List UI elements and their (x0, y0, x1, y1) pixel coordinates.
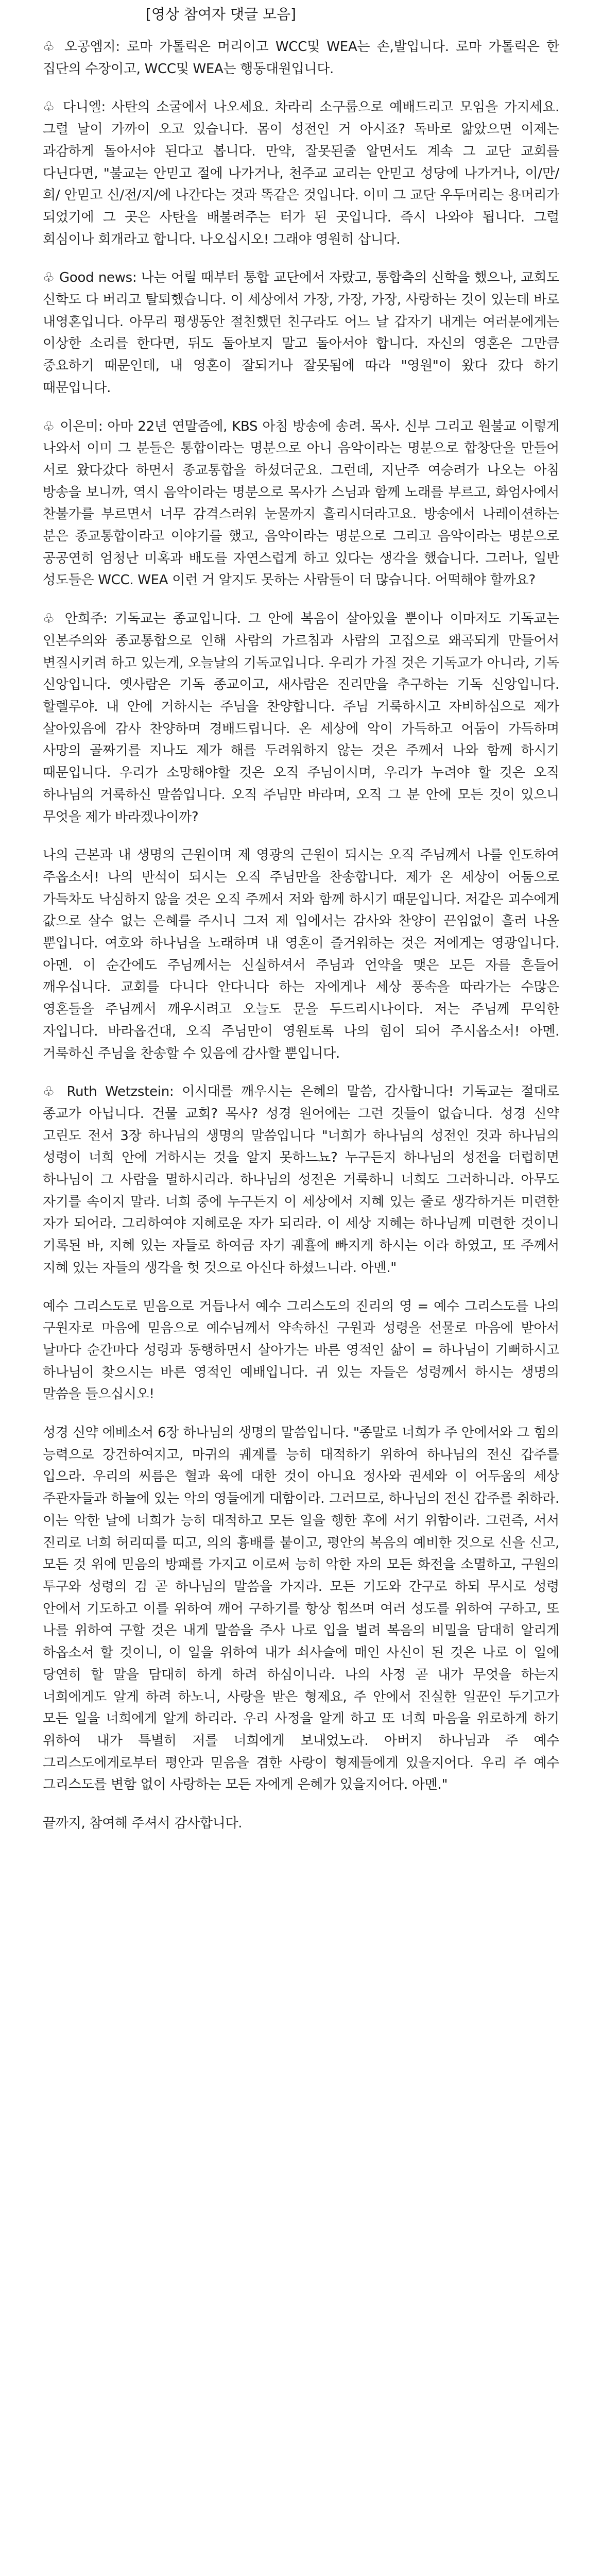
closing-line: 끝까지, 참여해 주셔서 감사합니다. (43, 1816, 243, 1832)
comment-paragraph: ♧ 이은미: 아마 22년 연말즘에, KBS 아침 방송에 송려. 목사. 신부 그리고 원불교 이렇게 나와서 이미 그 분들은 통합이라는 명분으로 아니 음악이라는 명분으로 합창단을 만들어 서로 왔다갔다 하면서 종교통합을 하셨더군요. 그런데, 지난주 여승려가 나오는 아침 방송을 보니까, 역시 음악이라는 명분으로 목사가 스님과 함께 노래를 부르고, 화엄사에서 찬불가를 부르면서 너무 감격스러워 눈물까지 흘리시더라고요. 방송에서 나레이션하는 분은 종교통합이라고 이야기를 했고, 음악이라는 명분으로 그리고 음악이라는 명분으로 공공연히 엄청난 미혹과 배도를 자연스럽게 하고 있다는 생각을 했습니다. 그러나, 일반 성도들은 WCC. WEA 이런 거 알지도 못하는 사람들이 더 많습니다. 어떡해야 할까요? (43, 418, 563, 588)
comment-paragraph: ♧ 오공엠지: 로마 가톨릭은 머리이고 WCC및 WEA는 손,발입니다. 로마 가톨릭은 한 집단의 수장이고, WCC및 WEA는 행동대원입니다. (43, 39, 563, 77)
comment-paragraph: ♧ Good news: 나는 어릴 때부터 통합 교단에서 자랐고, 통합측의 신학을 했으나, 교회도 신학도 다 버리고 탈퇴했습니다. 이 세상에서 가장, 가장, 가장, 사랑하는 것이 있는데 바로 내영혼입니다. 아무리 평생동안 절친했던 친구라도 어느 날 갑자기 내게는 여러분에게는 이상한 소리를 한다면, 뒤도 돌아보지 말고 돌아서야 합니다. 자신의 영혼은 그만큼 중요하기 때문인데, 내 영혼이 잘되거나 잘못됨에 따라 "영원"이 왔다 갔다 하기 때문입니다. (43, 270, 563, 396)
comment-paragraph: 성경 신약 에베소서 6장 하나님의 생명의 말씀입니다. "종말로 너희가 주 안에서와 그 힘의 능력으로 강건하여지고, 마귀의 궤계를 능히 대적하기 위하여 하나님의 전신 갑주를 입으라. 우리의 씨름은 혈과 육에 대한 것이 아니요 정사와 권세와 이 어두움의 세상 주관자들과 하늘에 있는 악의 영들에게 대함이라. 그러므로, 하나님의 전신 갑주를 취하라. 이는 악한 날에 너희가 능히 대적하고 모든 일을 행한 후에 서기 위함이라. 그런즉, 서서 진리로 너희 허리띠를 띠고, 의의 흉배를 붙이고, 평안의 복음의 예비한 것으로 신을 신고, 모든 것 위에 믿음의 방패를 가지고 이로써 능히 악한 자의 모든 화전을 소멸하고, 구원의 투구와 성령의 검 곧 하나님의 말씀을 가지라. 모든 기도와 간구로 하되 무시로 성령 안에서 기도하고 이를 위하여 깨어 구하기를 항상 힘쓰며 여러 성도를 위하여 구하고, 또 나를 위하여 구할 것은 내게 말씀을 주사 나로 입을 벌려 복음의 비밀을 담대히 알리게 하옵소서 할 것이니, 이 일을 위하여 내가 쇠사슬에 매인 사신이 된 것은 나로 이 일에 당연히 할 말을 담대히 하게 하려 하심이니라. 나의 사정 곧 내가 무엇을 하는지 너희에게도 알게 하려 하노니, 사랑을 받은 형제요, 주 안에서 진실한 일꾼인 두기고가 모든 일을 너희에게 알게 하리라. 우리 사정을 알게 하고 또 너희 마음을 위로하게 하기 위하여 내가 특별히 저를 너희에게 보내었노라. 아버지 하나님과 주 예수 그리스도에게로부터 평안과 믿음을 겸한 사랑이 형제들에게 있을지어다. 우리 주 예수 그리스도를 변함 없이 사랑하는 모든 자에게 은혜가 있을지어다. 아멘." (43, 1425, 563, 1793)
comment-paragraph: 예수 그리스도로 믿음으로 거듭나서 예수 그리스도의 진리의 영 = 예수 그리스도를 나의 구원자로 마음에 믿음으로 예수님께서 약속하신 구원과 성령을 선물로 마음에 받아서 날마다 순간마다 성령과 동행하면서 살아가는 바른 영적인 삶이 = 하나님이 기뻐하시고 하나님이 찾으시는 바른 영적인 예배입니다. 귀 있는 자들은 성령께서 하시는 생명의 말씀을 들으십시오! (43, 1298, 563, 1402)
comment-paragraph: ♧ Ruth Wetzstein: 이시대를 깨우시는 은혜의 말씀, 감사합니다! 기독교는 절대로 종교가 아닙니다. 건물 교회? 목사? 성경 원어에는 그런 것들이 없습니다. 성경 신약 고린도 전서 3장 하나님의 생명의 말씀입니다 "너희가 하나님의 성전인 것과 하나님의 성령이 너희 안에 거하시는 것을 알지 못하느뇨? 누구든지 하나님의 성전을 더럽히면 하나님이 그 사람을 멸하시리라. 하나님의 성전은 거룩하니 너희도 그러하니라. 아무도 자기를 속이지 말라. 너희 중에 누구든지 이 세상에서 지혜 있는 줄로 생각하거든 미련한 자가 되어라. 그리하여야 지혜로운 자가 되리라. 이 세상 지혜는 하나님께 미련한 것이니 기록된 바, 지혜 있는 자들로 하여금 자기 궤휼에 빠지게 하시는 이라 하였고, 또 주께서 지혜 있는 자들의 생각을 헛 것으로 아신다 하셨느니라. 아멘." (43, 1084, 563, 1276)
document-title: [영상 참여자 댓글 모음] (146, 6, 296, 23)
comment-paragraph: ♧ 다니엘: 사탄의 소굴에서 나오세요. 차라리 소구룹으로 예배드리고 모임을 가지세요. 그럴 날이 가까이 오고 있습니다. 몸이 성전인 거 아시죠? 독바로 앎았으면 이제는 과감하게 돌아서야 된다고 봅니다. 만약, 잘못된줄 알면서도 계속 그 교단 교회를 다닌다면, "불교는 안믿고 절에 나가거나, 천주교 교리는 안믿고 성당에 나가거나, 이/만/희/ 안믿고 신/전/지/에 나간다는 것과 똑같은 것입니다. 이미 그 교단 우두머리는 용머리가 되었기에 그 곳은 사탄을 배불려주는 터가 된 곳입니다. 즉시 나와야 됩니다. 그럴 회심이나 회개라고 합니다. 나오십시오! 그래야 영원히 삽니다. (43, 99, 563, 247)
comment-paragraph: ♧ 안희주: 기독교는 종교입니다. 그 안에 복음이 살아있을 뿐이나 이마저도 기독교는 인본주의와 종교통합으로 인해 사람의 가르침과 사람의 고집으로 왜곡되게 만들어서 변질시키려 하고 있는게, 오늘날의 기독교입니다. 우리가 가질 것은 기독교가 아니라, 기독 신앙입니다. 옛사람은 기독 종교이고, 새사람은 진리만을 추구하는 기독 신앙입니다. 할렐루야. 내 안에 거하시는 주님을 찬양합니다. 주님 거룩하시고 자비하심으로 제가 살아있음에 감사 찬양하며 경배드립니다. 온 세상에 악이 가득하고 어둠이 가득하며 사망의 골짜기를 지나도 제가 해를 두려워하지 않는 것은 주께서 나와 함께 하시기 때문입니다. 우리가 소망해야할 것은 오직 주님이시며, 우리가 누려야 할 것은 오직 하나님의 거룩하신 말씀입니다. 오직 주님만 바라며, 오직 그 분 안에 모든 것이 있으니 무엇을 제가 바라겠나이까? (43, 611, 563, 825)
comment-paragraph: 나의 근본과 내 생명의 근원이며 제 영광의 근원이 되시는 오직 주님께서 나를 인도하여 주옵소서! 나의 반석이 되시는 오직 주님만을 찬송합니다. 제가 온 세상이 어둠으로 가득차도 낙심하지 않을 것은 오직 주께서 저와 함께 하시기 때문입니다. 저같은 괴수에게 값으로 살수 없는 은혜를 주시니 그저 제 입에서는 감사와 찬양이 끈임없이 흘러 나올 뿐입니다. 여호와 하나님을 노래하며 내 영혼이 즐거워하는 것은 저에게는 영광입니다. 아멘. 이 순간에도 주님께서는 신실하셔서 주님과 언약을 맺은 모든 자를 흔들어 깨우십니다. 교회를 다니다 안다니다 하는 자에게나 세상 풍속을 따라가는 수많은 영혼들을 주님께서 깨우시려고 오늘도 문을 두드리시나이다. 저는 주님께 무익한 자입니다. 바라옵건대, 오직 주님만이 영원토록 나의 힘이 되어 주시옵소서! 아멘. 거룩하신 주님을 찬송할 수 있음에 감사할 뿐입니다. (43, 848, 563, 1061)
